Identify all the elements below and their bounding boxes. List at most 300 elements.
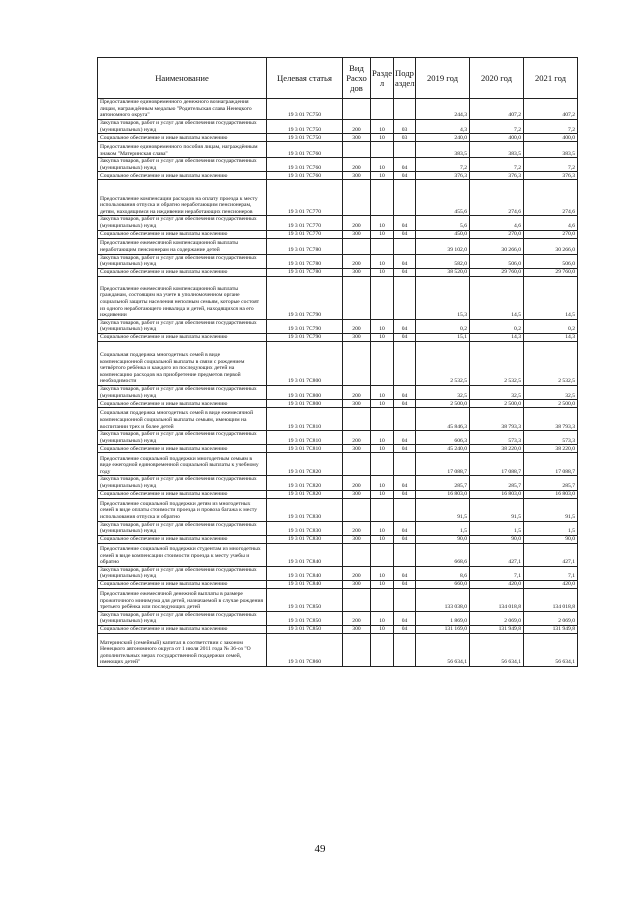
row-2020-cell: 2 069,0: [470, 611, 524, 625]
row-2020-cell: 38 220,0: [470, 445, 524, 453]
row-name-cell: Закупка товаров, работ и услуг для обеспечения государственных (муниципальных) нужд: [98, 158, 267, 172]
row-razd-cell: 10: [371, 319, 394, 333]
row-code-cell: 19 3 01 7С830: [267, 498, 343, 521]
row-code-cell: 19 3 01 7С840: [267, 580, 343, 588]
row-podr-cell: 03: [394, 120, 416, 134]
table-row: [98, 99, 578, 120]
row-vid-cell: 300: [343, 230, 371, 238]
table-row: [98, 134, 578, 142]
row-2021-cell: 14,3: [524, 333, 578, 341]
table-row: [98, 445, 578, 453]
row-razd-cell: 10: [371, 254, 394, 268]
row-name-cell: Предоставление социальной поддержки детям из многодетных семей в виде оплаты стоимости проезда и провоза багажа к месту использования отпуска и обратно: [98, 498, 267, 521]
row-name-cell: Социальная поддержка многодетных семей в виде ежемесячной компенсационной социальной выплаты семьям, имеющим на воспитании трех и более детей: [98, 408, 267, 431]
row-2020-cell: 134 018,8: [470, 588, 524, 611]
row-name-cell: Социальная поддержка многодетных семей в виде компенсационной социальной выплаты в связи с рождением четвёртого ребёнка и каждого из последующих детей на компенсацию расходов на приобретение предметов первой необходимости: [98, 341, 267, 385]
row-code-cell: 19 3 01 7С770: [267, 230, 343, 238]
row-2020-cell: 2 532,5: [470, 341, 524, 385]
row-code-cell: 19 3 01 7С800: [267, 341, 343, 385]
row-vid-cell: 200: [343, 566, 371, 580]
row-name-cell: Социальное обеспечение и иные выплаты населению: [98, 134, 267, 142]
row-vid-cell: 200: [343, 158, 371, 172]
row-vid-cell: [343, 408, 371, 431]
row-2021-cell: 7,2: [524, 158, 578, 172]
row-name-cell: Закупка товаров, работ и услуг для обеспечения государственных (муниципальных) нужд: [98, 216, 267, 230]
row-name-cell: Предоставление компенсации расходов на оплату проезда к месту использования отпуска и обратно неработающим пенсионерам, детям, находящимся на иждивении неработающих пенсионеров: [98, 180, 267, 216]
row-2019-cell: 38 520,0: [416, 268, 470, 276]
row-podr-cell: [394, 180, 416, 216]
row-2020-cell: 285,7: [470, 476, 524, 490]
row-2019-cell: 32,5: [416, 385, 470, 399]
row-2019-cell: 660,0: [416, 580, 470, 588]
row-2020-cell: 400,0: [470, 134, 524, 142]
row-razd-cell: 10: [371, 535, 394, 543]
table-row: [98, 634, 578, 667]
row-2021-cell: 56 634,1: [524, 634, 578, 667]
row-2021-cell: 7,1: [524, 566, 578, 580]
row-vid-cell: 300: [343, 400, 371, 408]
row-2021-cell: 0,2: [524, 319, 578, 333]
row-razd-cell: 10: [371, 566, 394, 580]
table-row: [98, 521, 578, 535]
row-name-cell: Предоставление ежемесячной денежной выплаты в размере прожиточного минимума для детей, назначаемой в случае рождения третьего ребёнка или последующих детей: [98, 588, 267, 611]
table-row: [98, 566, 578, 580]
row-podr-cell: 04: [394, 431, 416, 445]
row-2021-cell: 285,7: [524, 476, 578, 490]
row-name-cell: Социальное обеспечение и иные выплаты населению: [98, 172, 267, 180]
row-2020-cell: 29 760,0: [470, 268, 524, 276]
row-razd-cell: 10: [371, 230, 394, 238]
row-podr-cell: [394, 453, 416, 476]
header-vid: Вид Расхо дов: [343, 58, 371, 99]
row-2021-cell: 407,2: [524, 99, 578, 120]
row-code-cell: 19 3 01 7С830: [267, 521, 343, 535]
row-2020-cell: 32,5: [470, 385, 524, 399]
row-podr-cell: [394, 408, 416, 431]
row-name-cell: Социальное обеспечение и иные выплаты населению: [98, 400, 267, 408]
row-vid-cell: 300: [343, 268, 371, 276]
row-podr-cell: 04: [394, 445, 416, 453]
row-2019-cell: 17 088,7: [416, 453, 470, 476]
row-podr-cell: [394, 543, 416, 566]
row-razd-cell: 10: [371, 268, 394, 276]
row-vid-cell: [343, 238, 371, 254]
row-2020-cell: 4,6: [470, 216, 524, 230]
row-code-cell: 19 3 01 7С800: [267, 385, 343, 399]
table-row: [98, 333, 578, 341]
row-2019-cell: 131 169,0: [416, 626, 470, 634]
row-razd-cell: [371, 408, 394, 431]
row-vid-cell: 200: [343, 216, 371, 230]
row-razd-cell: 10: [371, 626, 394, 634]
table-body: [98, 99, 578, 667]
row-code-cell: 19 3 01 7С810: [267, 445, 343, 453]
row-code-cell: 19 3 01 7С850: [267, 588, 343, 611]
row-code-cell: 19 3 01 7С760: [267, 172, 343, 180]
row-name-cell: Закупка товаров, работ и услуг для обеспечения государственных (муниципальных) нужд: [98, 120, 267, 134]
row-razd-cell: 10: [371, 521, 394, 535]
row-vid-cell: [343, 341, 371, 385]
row-code-cell: 19 3 01 7С790: [267, 319, 343, 333]
table-row: [98, 588, 578, 611]
row-razd-cell: [371, 276, 394, 319]
row-razd-cell: 10: [371, 431, 394, 445]
table-row: [98, 385, 578, 399]
row-2019-cell: 56 634,1: [416, 634, 470, 667]
row-2019-cell: 133 038,0: [416, 588, 470, 611]
row-2020-cell: 7,2: [470, 120, 524, 134]
row-vid-cell: [343, 180, 371, 216]
row-2021-cell: 573,3: [524, 431, 578, 445]
row-2019-cell: 15,3: [416, 276, 470, 319]
row-2021-cell: 131 949,8: [524, 626, 578, 634]
row-code-cell: 19 3 01 7С820: [267, 453, 343, 476]
row-podr-cell: 04: [394, 476, 416, 490]
row-code-cell: 19 3 01 7С780: [267, 238, 343, 254]
row-2019-cell: 90,0: [416, 535, 470, 543]
row-2021-cell: 2 532,5: [524, 341, 578, 385]
row-razd-cell: 10: [371, 120, 394, 134]
row-code-cell: 19 3 01 7С840: [267, 543, 343, 566]
row-2019-cell: 582,0: [416, 254, 470, 268]
row-name-cell: Закупка товаров, работ и услуг для обеспечения государственных (муниципальных) нужд: [98, 385, 267, 399]
row-2020-cell: 17 088,7: [470, 453, 524, 476]
page-number: 49: [314, 843, 326, 855]
table-row: [98, 172, 578, 180]
row-podr-cell: 04: [394, 158, 416, 172]
row-2021-cell: 29 760,0: [524, 268, 578, 276]
row-name-cell: Закупка товаров, работ и услуг для обеспечения государственных (муниципальных) нужд: [98, 319, 267, 333]
row-2020-cell: 30 266,0: [470, 238, 524, 254]
row-2019-cell: 1,5: [416, 521, 470, 535]
row-vid-cell: [343, 498, 371, 521]
row-podr-cell: 04: [394, 626, 416, 634]
row-podr-cell: 04: [394, 521, 416, 535]
row-2019-cell: 0,2: [416, 319, 470, 333]
row-2020-cell: 90,0: [470, 535, 524, 543]
table-row: [98, 490, 578, 498]
row-2021-cell: 274,6: [524, 180, 578, 216]
row-podr-cell: 04: [394, 385, 416, 399]
header-razd: Разде л: [371, 58, 394, 99]
row-2021-cell: 16 803,0: [524, 490, 578, 498]
row-razd-cell: 10: [371, 580, 394, 588]
table-row: [98, 626, 578, 634]
row-code-cell: 19 3 01 7С750: [267, 99, 343, 120]
row-2021-cell: 383,5: [524, 142, 578, 158]
row-code-cell: 19 3 01 7С810: [267, 408, 343, 431]
row-2020-cell: 38 793,3: [470, 408, 524, 431]
row-vid-cell: 300: [343, 445, 371, 453]
table-row: [98, 431, 578, 445]
row-2020-cell: 7,2: [470, 158, 524, 172]
row-2019-cell: 376,3: [416, 172, 470, 180]
row-2019-cell: 1 869,0: [416, 611, 470, 625]
row-razd-cell: 10: [371, 134, 394, 142]
row-2020-cell: 16 803,0: [470, 490, 524, 498]
row-2020-cell: 573,3: [470, 431, 524, 445]
row-2020-cell: 131 949,8: [470, 626, 524, 634]
table-row: [98, 535, 578, 543]
row-2019-cell: 244,3: [416, 99, 470, 120]
row-2019-cell: 668,6: [416, 543, 470, 566]
row-vid-cell: [343, 634, 371, 667]
row-2021-cell: 270,0: [524, 230, 578, 238]
row-podr-cell: [394, 634, 416, 667]
row-vid-cell: [343, 99, 371, 120]
table-row: [98, 216, 578, 230]
row-razd-cell: 10: [371, 158, 394, 172]
row-2020-cell: 56 634,1: [470, 634, 524, 667]
row-code-cell: 19 3 01 7С790: [267, 276, 343, 319]
row-2019-cell: 4,3: [416, 120, 470, 134]
row-2019-cell: 606,3: [416, 431, 470, 445]
row-2021-cell: 376,3: [524, 172, 578, 180]
row-podr-cell: 04: [394, 535, 416, 543]
row-podr-cell: [394, 498, 416, 521]
row-name-cell: Предоставление социальной поддержки студентам из многодетных семей в виде компенсации стоимости проезда к месту учебы и обратно: [98, 543, 267, 566]
table-row: [98, 276, 578, 319]
row-2019-cell: 8,6: [416, 566, 470, 580]
row-razd-cell: [371, 543, 394, 566]
row-2021-cell: 1,5: [524, 521, 578, 535]
table-row: [98, 180, 578, 216]
row-vid-cell: 200: [343, 476, 371, 490]
table-row: [98, 142, 578, 158]
row-2019-cell: 285,7: [416, 476, 470, 490]
row-razd-cell: 10: [371, 385, 394, 399]
table-row: [98, 158, 578, 172]
row-2019-cell: 2 500,0: [416, 400, 470, 408]
row-vid-cell: 200: [343, 385, 371, 399]
row-2021-cell: 30 266,0: [524, 238, 578, 254]
row-2020-cell: 14,5: [470, 276, 524, 319]
row-razd-cell: 10: [371, 476, 394, 490]
row-podr-cell: [394, 588, 416, 611]
row-podr-cell: 04: [394, 254, 416, 268]
row-podr-cell: 04: [394, 611, 416, 625]
header-2019: 2019 год: [416, 58, 470, 99]
row-vid-cell: 200: [343, 120, 371, 134]
row-podr-cell: 04: [394, 400, 416, 408]
table-row: [98, 341, 578, 385]
budget-table: [97, 57, 578, 667]
row-2021-cell: 134 018,8: [524, 588, 578, 611]
row-2021-cell: 38 220,0: [524, 445, 578, 453]
row-2019-cell: 2 532,5: [416, 341, 470, 385]
row-2021-cell: 91,5: [524, 498, 578, 521]
row-name-cell: Предоставление ежемесячной компенсационной выплаты неработающим пенсионерам на содержание детей: [98, 238, 267, 254]
table-row: [98, 408, 578, 431]
row-name-cell: Социальное обеспечение и иные выплаты населению: [98, 333, 267, 341]
table-row: [98, 580, 578, 588]
row-razd-cell: [371, 341, 394, 385]
row-razd-cell: [371, 180, 394, 216]
row-vid-cell: [343, 543, 371, 566]
row-code-cell: 19 3 01 7С750: [267, 120, 343, 134]
row-podr-cell: 04: [394, 230, 416, 238]
row-2020-cell: 2 500,0: [470, 400, 524, 408]
row-code-cell: 19 3 01 7С840: [267, 566, 343, 580]
row-vid-cell: [343, 276, 371, 319]
row-name-cell: Закупка товаров, работ и услуг для обеспечения государственных (муниципальных) нужд: [98, 611, 267, 625]
row-vid-cell: 200: [343, 254, 371, 268]
row-2021-cell: 420,0: [524, 580, 578, 588]
row-podr-cell: 04: [394, 319, 416, 333]
row-vid-cell: 200: [343, 521, 371, 535]
row-code-cell: 19 3 01 7С770: [267, 216, 343, 230]
row-2021-cell: 7,2: [524, 120, 578, 134]
row-2019-cell: 45 846,3: [416, 408, 470, 431]
row-code-cell: 19 3 01 7С810: [267, 431, 343, 445]
row-podr-cell: 03: [394, 134, 416, 142]
row-code-cell: 19 3 01 7С780: [267, 254, 343, 268]
row-2020-cell: 427,1: [470, 543, 524, 566]
row-vid-cell: 200: [343, 611, 371, 625]
row-2019-cell: 5,6: [416, 216, 470, 230]
row-code-cell: 19 3 01 7С760: [267, 142, 343, 158]
row-2019-cell: 16 803,0: [416, 490, 470, 498]
row-2019-cell: 45 240,0: [416, 445, 470, 453]
row-code-cell: 19 3 01 7С830: [267, 535, 343, 543]
row-2021-cell: 90,0: [524, 535, 578, 543]
table-header-row: [98, 58, 578, 99]
row-vid-cell: [343, 142, 371, 158]
row-vid-cell: 300: [343, 580, 371, 588]
row-2019-cell: 91,5: [416, 498, 470, 521]
row-podr-cell: 04: [394, 172, 416, 180]
row-razd-cell: [371, 238, 394, 254]
row-2020-cell: 1,5: [470, 521, 524, 535]
row-code-cell: 19 3 01 7С760: [267, 158, 343, 172]
table-row: [98, 453, 578, 476]
row-razd-cell: [371, 99, 394, 120]
row-2021-cell: 4,6: [524, 216, 578, 230]
row-podr-cell: 04: [394, 333, 416, 341]
row-name-cell: Социальное обеспечение и иные выплаты населению: [98, 268, 267, 276]
row-podr-cell: 04: [394, 216, 416, 230]
row-name-cell: Материнский (семейный) капитал в соответствии с законом Ненецкого автономного округа от 1 июля 2011 года № 36-оз "О дополнительных мерах государственной поддержки семей, имеющих детей": [98, 634, 267, 667]
table-row: [98, 543, 578, 566]
row-code-cell: 19 3 01 7С820: [267, 476, 343, 490]
row-2021-cell: 2 500,0: [524, 400, 578, 408]
row-name-cell: Закупка товаров, работ и услуг для обеспечения государственных (муниципальных) нужд: [98, 476, 267, 490]
row-2019-cell: 7,2: [416, 158, 470, 172]
row-2021-cell: 2 069,0: [524, 611, 578, 625]
row-2019-cell: 15,1: [416, 333, 470, 341]
row-name-cell: Социальное обеспечение и иные выплаты населению: [98, 626, 267, 634]
row-razd-cell: [371, 498, 394, 521]
row-2020-cell: 270,0: [470, 230, 524, 238]
header-2021: 2021 год: [524, 58, 578, 99]
row-vid-cell: [343, 453, 371, 476]
row-podr-cell: 04: [394, 490, 416, 498]
row-vid-cell: 300: [343, 333, 371, 341]
row-2021-cell: 14,5: [524, 276, 578, 319]
row-name-cell: Социальное обеспечение и иные выплаты населению: [98, 490, 267, 498]
row-code-cell: 19 3 01 7С850: [267, 611, 343, 625]
row-code-cell: 19 3 01 7С770: [267, 180, 343, 216]
row-2019-cell: 455,6: [416, 180, 470, 216]
row-2020-cell: 0,2: [470, 319, 524, 333]
table-row: [98, 611, 578, 625]
row-razd-cell: 10: [371, 333, 394, 341]
row-name-cell: Закупка товаров, работ и услуг для обеспечения государственных (муниципальных) нужд: [98, 566, 267, 580]
row-code-cell: 19 3 01 7С850: [267, 626, 343, 634]
row-2019-cell: 240,0: [416, 134, 470, 142]
row-2020-cell: 274,6: [470, 180, 524, 216]
row-razd-cell: [371, 142, 394, 158]
row-2019-cell: 450,0: [416, 230, 470, 238]
row-razd-cell: 10: [371, 172, 394, 180]
row-2020-cell: 91,5: [470, 498, 524, 521]
row-name-cell: Закупка товаров, работ и услуг для обеспечения государственных (муниципальных) нужд: [98, 431, 267, 445]
row-podr-cell: [394, 341, 416, 385]
row-vid-cell: 300: [343, 172, 371, 180]
row-podr-cell: [394, 142, 416, 158]
row-name-cell: Социальное обеспечение и иные выплаты населению: [98, 445, 267, 453]
row-2020-cell: 376,3: [470, 172, 524, 180]
row-2020-cell: 407,2: [470, 99, 524, 120]
row-name-cell: Закупка товаров, работ и услуг для обеспечения государственных (муниципальных) нужд: [98, 254, 267, 268]
header-podr: Подр аздел: [394, 58, 416, 99]
header-code: Целевая статья: [267, 58, 343, 99]
row-2021-cell: 32,5: [524, 385, 578, 399]
table-row: [98, 120, 578, 134]
row-code-cell: 19 3 01 7С790: [267, 333, 343, 341]
row-vid-cell: 200: [343, 431, 371, 445]
row-2021-cell: 17 088,7: [524, 453, 578, 476]
row-razd-cell: 10: [371, 445, 394, 453]
row-name-cell: Предоставление ежемесячной компенсационной выплаты гражданам, состоящим на учете в уполномоченном органе социальной защиты населения неполным семьям, которые состоят из одного неработающего инвалида и детей, находящихся на его иждивении: [98, 276, 267, 319]
row-2020-cell: 14,3: [470, 333, 524, 341]
row-2021-cell: 427,1: [524, 543, 578, 566]
row-razd-cell: [371, 453, 394, 476]
row-podr-cell: 04: [394, 580, 416, 588]
row-2021-cell: 506,0: [524, 254, 578, 268]
row-vid-cell: [343, 588, 371, 611]
row-razd-cell: 10: [371, 611, 394, 625]
header-2020: 2020 год: [470, 58, 524, 99]
table-row: [98, 268, 578, 276]
row-name-cell: Предоставление единовременного денежного вознаграждения лицам, награждённым медалью "Родительская слава Ненецкого автономного округа": [98, 99, 267, 120]
row-2020-cell: 420,0: [470, 580, 524, 588]
table-row: [98, 254, 578, 268]
row-2019-cell: 383,5: [416, 142, 470, 158]
row-podr-cell: [394, 99, 416, 120]
row-name-cell: Социальное обеспечение и иные выплаты населению: [98, 580, 267, 588]
row-2020-cell: 383,5: [470, 142, 524, 158]
row-name-cell: Предоставление социальной поддержки многодетным семьям в виде ежегодной единовременной социальной выплаты к учебному году: [98, 453, 267, 476]
row-vid-cell: 300: [343, 626, 371, 634]
table-row: [98, 498, 578, 521]
row-razd-cell: [371, 634, 394, 667]
row-2021-cell: 38 793,3: [524, 408, 578, 431]
table-row: [98, 238, 578, 254]
row-podr-cell: [394, 238, 416, 254]
row-2021-cell: 400,0: [524, 134, 578, 142]
row-code-cell: 19 3 01 7С800: [267, 400, 343, 408]
row-vid-cell: 200: [343, 319, 371, 333]
row-podr-cell: 04: [394, 566, 416, 580]
row-2019-cell: 39 102,0: [416, 238, 470, 254]
row-podr-cell: 04: [394, 268, 416, 276]
row-name-cell: Закупка товаров, работ и услуг для обеспечения государственных (муниципальных) нужд: [98, 521, 267, 535]
table-row: [98, 400, 578, 408]
row-name-cell: Социальное обеспечение и иные выплаты населению: [98, 535, 267, 543]
row-code-cell: 19 3 01 7С750: [267, 134, 343, 142]
row-name-cell: Предоставление единовременного пособия лицам, награждённым знаком "Материнская слава": [98, 142, 267, 158]
